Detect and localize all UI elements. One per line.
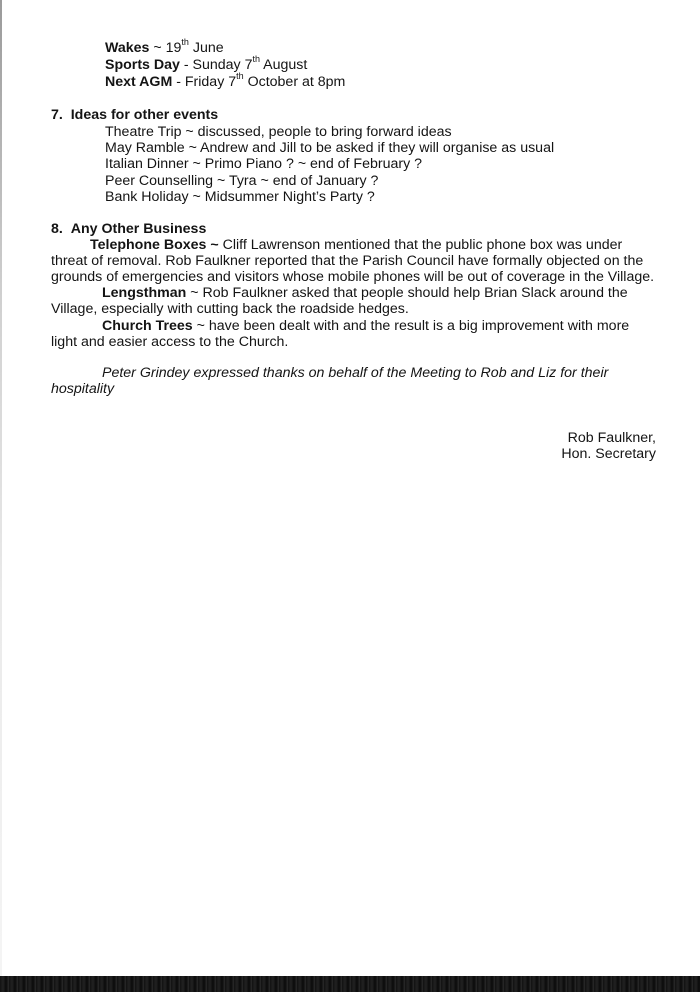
paragraph-line: Village, especially with cutting back the roadside hedges. — [51, 301, 409, 317]
lengsthman-label: Lengsthman — [102, 285, 187, 301]
paragraph-line: grounds of emergencies and visitors whose mobile phones will be out of coverage in the Village. — [51, 269, 655, 285]
sports-day-line: Sports Day - Sunday 7th August — [105, 54, 308, 73]
list-item: Theatre Trip ~ discussed, people to bring forward ideas — [105, 124, 452, 140]
list-item: Peer Counselling ~ Tyra ~ end of January ? — [105, 173, 379, 189]
lengsthman-para: Lengsthman ~ Rob Faulkner asked that people should help Brian Slack around the — [102, 285, 628, 301]
telephone-boxes-para: Telephone Boxes ~ Cliff Lawrenson mentioned that the public phone box was under — [90, 237, 623, 253]
list-item: May Ramble ~ Andrew and Jill to be asked if they will organise as usual — [105, 140, 555, 156]
scan-bottom-edge — [0, 976, 700, 992]
telephone-boxes-label: Telephone Boxes ~ — [90, 237, 219, 253]
church-trees-para: Church Trees ~ have been dealt with and the result is a big improvement with more — [102, 318, 630, 334]
scan-edge — [0, 0, 2, 992]
wakes-label: Wakes — [105, 40, 150, 56]
church-trees-label: Church Trees — [102, 318, 193, 334]
wakes-line: Wakes ~ 19th June — [105, 37, 224, 56]
section-8-heading: 8. Any Other Business — [51, 221, 207, 237]
list-item: Italian Dinner ~ Primo Piano ? ~ end of February ? — [105, 156, 423, 172]
sports-day-label: Sports Day — [105, 57, 180, 73]
list-item: Bank Holiday ~ Midsummer Night’s Party ? — [105, 189, 375, 205]
signature-title: Hon. Secretary — [561, 446, 656, 462]
thanks-line: Peter Grindey expressed thanks on behalf of the Meeting to Rob and Liz for their — [102, 365, 609, 381]
section-7-heading: 7. Ideas for other events — [51, 107, 219, 123]
next-agm-label: Next AGM — [105, 74, 173, 90]
thanks-line: hospitality — [51, 381, 115, 397]
next-agm-line: Next AGM - Friday 7th October at 8pm — [105, 71, 346, 90]
paragraph-line: light and easier access to the Church. — [51, 334, 289, 350]
signature-name: Rob Faulkner, — [567, 430, 656, 446]
paragraph-line: threat of removal. Rob Faulkner reported that the Parish Council have formally objected on the — [51, 253, 644, 269]
